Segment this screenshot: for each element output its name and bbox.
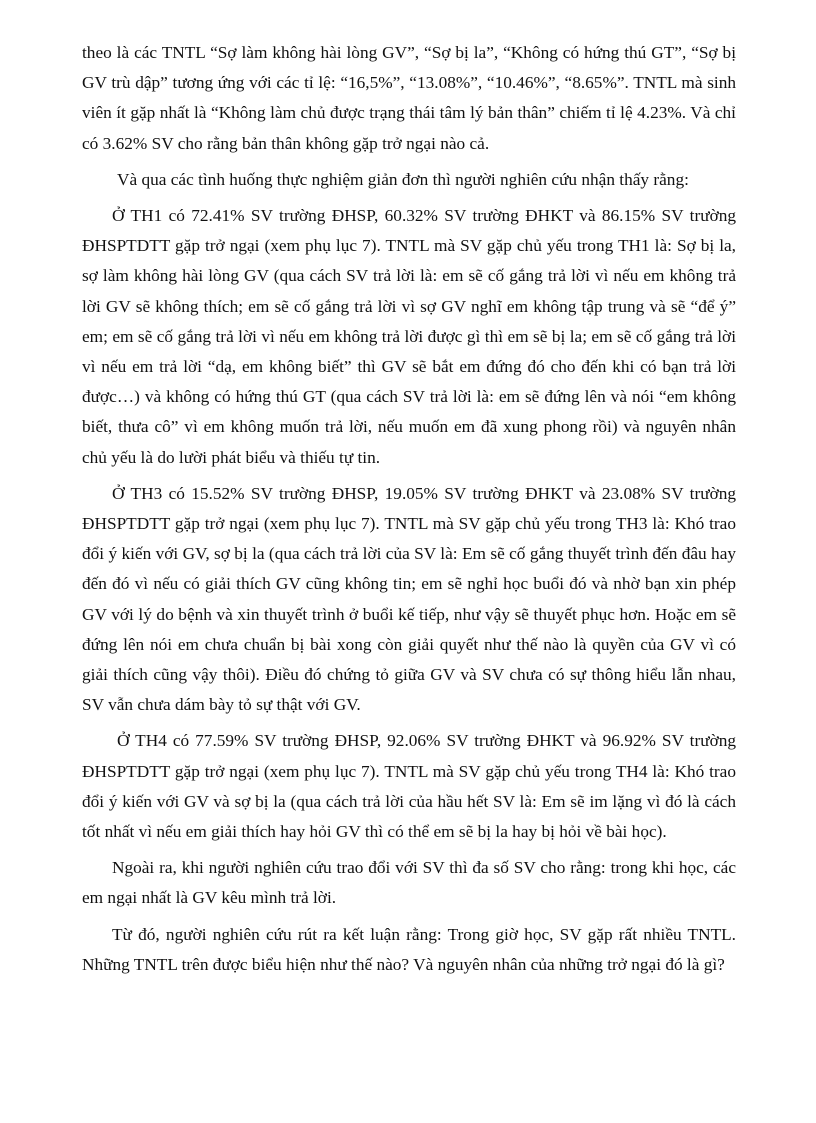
paragraph-tntl-rates: theo là các TNTL “Sợ làm không hài lòng GV”, “Sợ bị la”, “Không có hứng thú GT”, “Sợ bị GV trù dập” tương ứng với các tỉ lệ: “16,5%”, “13.08%”, “10.46%”, “8.65%”. TNTL mà sinh viên ít gặp nhất là “Không làm chủ được trạng thái tâm lý bản thân” chiếm tỉ lệ 4.23%. Và chỉ có 3.62% SV cho rằng bản thân không gặp trở ngại nào cả. [82,43,736,153]
paragraph-interview: Ngoài ra, khi người nghiên cứu trao đổi với SV thì đa số SV cho rằng: trong khi học, các em ngại nhất là GV kêu mình trả lời. [82,858,736,908]
paragraph-th3: Ở TH3 có 15.52% SV trường ĐHSP, 19.05% SV trường ĐHKT và 23.08% SV trường ĐHSPTDTT gặp trở ngại (xem phụ lục 7). TNTL mà SV gặp chủ yếu trong TH3 là: Khó trao đổi ý kiến với GV, sợ bị la (qua cách trả lời của SV là: Em sẽ cố gắng thuyết trình đến đâu hay đến đó vì nếu có giải thích GV cũng không tin; em sẽ nghỉ học buổi đó và nhờ bạn xin phép GV với lý do bệnh và xin thuyết trình ở buổi kế tiếp, như vậy sẽ thuyết phục hơn. Hoặc em sẽ đứng lên nói em chưa chuẩn bị bài xong còn giải quyết như thế nào là quyền của GV vì có giải thích cũng vậy thôi). Điều đó chứng tỏ giữa GV và SV chưa có sự thông hiểu lẫn nhau, SV vẫn chưa dám bày tỏ sự thật với GV. [82,483,736,715]
paragraph-experiment-intro: Và qua các tình huống thực nghiệm giản đơn thì người nghiên cứu nhận thấy rằng: [117,169,689,189]
paragraph-conclusion: Từ đó, người nghiên cứu rút ra kết luận rằng: Trong giờ học, SV gặp rất nhiều TNTL. Những TNTL trên được biểu hiện như thế nào? Và nguyên nhân của những trở ngại đó là gì? [82,924,736,974]
document-page [82,38,736,986]
paragraph-th1: Ở TH1 có 72.41% SV trường ĐHSP, 60.32% SV trường ĐHKT và 86.15% SV trường ĐHSPTDTT gặp trở ngại (xem phụ lục 7). TNTL mà SV gặp chủ yếu trong TH1 là: Sợ bị la, sợ làm không hài lòng GV (qua cách SV trả lời là: em sẽ cố gắng trả lời vì nếu em không trả lời GV sẽ không thích; em sẽ cố gắng trả lời vì sợ GV nghĩ em không tập trung và sẽ “để ý” em; em sẽ cố gắng trả lời vì nếu em không trả lời được gì thì em sẽ bị la; em sẽ cố gắng trả lời vì nếu em trả lời “dạ, em không biết” thì GV sẽ bắt em đứng đó cho đến khi có bạn trả lời được…) và không có hứng thú GT (qua cách SV trả lời là: em sẽ đứng lên và nói “em không biết, thưa cô” vì em không muốn trả lời, nếu muốn em đã xung phong rồi) và nguyên nhân chủ yếu là do lười phát biểu và thiếu tự tin. [82,206,736,467]
paragraph-th4: Ở TH4 có 77.59% SV trường ĐHSP, 92.06% SV trường ĐHKT và 96.92% SV trường ĐHSPTDTT gặp trở ngại (xem phụ lục 7). TNTL mà SV gặp chủ yếu trong TH4 là: Khó trao đổi ý kiến với GV và sợ bị la (qua cách trả lời của hầu hết SV là: Em sẽ im lặng vì đó là cách tốt nhất vì nếu em giải thích hay hỏi GV thì có thể em sẽ bị la hay bị hỏi về bài học). [82,731,736,842]
